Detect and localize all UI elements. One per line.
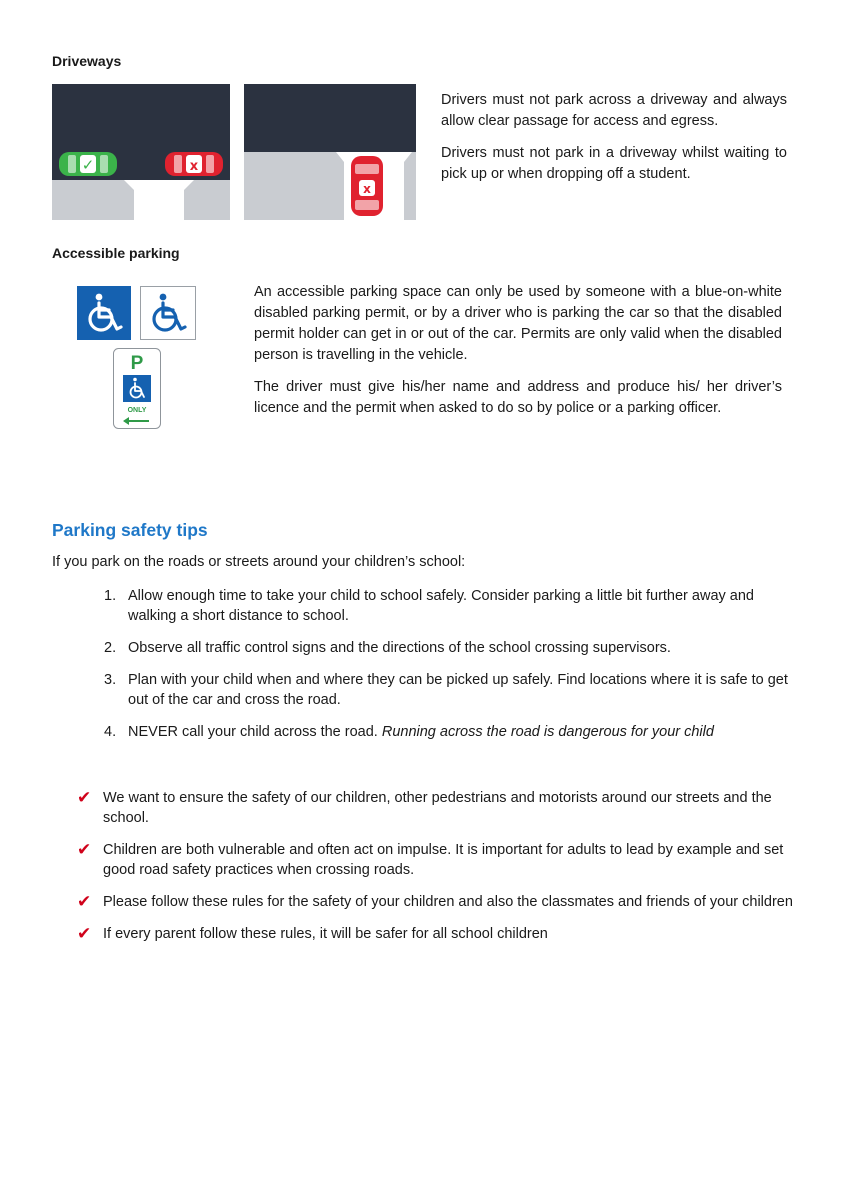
checkmark-icon: ✔ bbox=[77, 840, 92, 859]
driveways-paragraph: Drivers must not park across a driveway and always allow clear passage for access and egress. bbox=[441, 92, 787, 129]
tips-check-list bbox=[77, 788, 798, 944]
driveway-across-illustration bbox=[52, 84, 230, 220]
driveway-in-illustration bbox=[244, 84, 416, 220]
svg-text:ONLY: ONLY bbox=[127, 407, 147, 414]
accessible-parking-heading: Accessible parking bbox=[52, 245, 180, 261]
tips-numbered-list bbox=[104, 586, 798, 742]
driveways-text bbox=[441, 90, 787, 185]
accessible-parking-text bbox=[254, 282, 782, 419]
ok-check-icon: ✓ bbox=[81, 156, 95, 174]
list-item: 1. Allow enough time to take your child to school safely. Consider parking a little bit further away and walking a short distance to school. bbox=[104, 588, 754, 624]
wheelchair-sign-blue-icon bbox=[77, 286, 131, 340]
bad-x-icon: x bbox=[189, 159, 199, 174]
accessible-paragraph: An accessible parking space can only be used by someone with a blue-on-white disabled parking permit, or by a driver who is parking the car so that the disabled permit holder can get in or out of the car. Permits are only valid when the disabled person is travelling in the vehicle. bbox=[254, 284, 782, 363]
list-item: ✔ Please follow these rules for the safety of your children and also the classmates and friends of your children bbox=[77, 892, 793, 911]
list-item: ✔ If every parent follow these rules, it will be safer for all school children bbox=[77, 924, 548, 943]
wheelchair-sign-white-icon bbox=[140, 286, 196, 340]
driveways-paragraph: Drivers must not park in a driveway whilst waiting to pick up or when dropping off a student. bbox=[441, 145, 787, 182]
list-item: ✔ Children are both vulnerable and often act on impulse. It is important for adults to lead by example and set good road safety practices when crossing roads. bbox=[77, 840, 784, 878]
list-item: ✔ We want to ensure the safety of our children, other pedestrians and motorists around our streets and the school. bbox=[77, 788, 772, 826]
driveways-heading: Driveways bbox=[52, 53, 122, 69]
checkmark-icon: ✔ bbox=[77, 788, 92, 807]
list-item: 4. NEVER call your child across the road. Running across the road is dangerous for your child bbox=[104, 724, 714, 740]
list-item: 2. Observe all traffic control signs and the directions of the school crossing supervisors. bbox=[104, 640, 671, 656]
svg-text:x: x bbox=[363, 182, 371, 196]
accessible-parking-only-sign-icon bbox=[113, 348, 161, 429]
tips-intro: If you park on the roads or streets around your children’s school: bbox=[52, 554, 466, 570]
svg-text:P: P bbox=[130, 353, 144, 374]
parking-safety-tips-heading: Parking safety tips bbox=[52, 520, 208, 540]
list-item: 3. Plan with your child when and where they can be picked up safely. Find locations where it is safe to get out of the car and cross the road. bbox=[104, 672, 788, 708]
checkmark-icon: ✔ bbox=[77, 892, 92, 911]
accessible-paragraph: The driver must give his/her name and address and produce his/ her driver’s licence and the permit when asked to do so by police or a parking officer. bbox=[254, 379, 782, 416]
checkmark-icon: ✔ bbox=[77, 924, 92, 943]
